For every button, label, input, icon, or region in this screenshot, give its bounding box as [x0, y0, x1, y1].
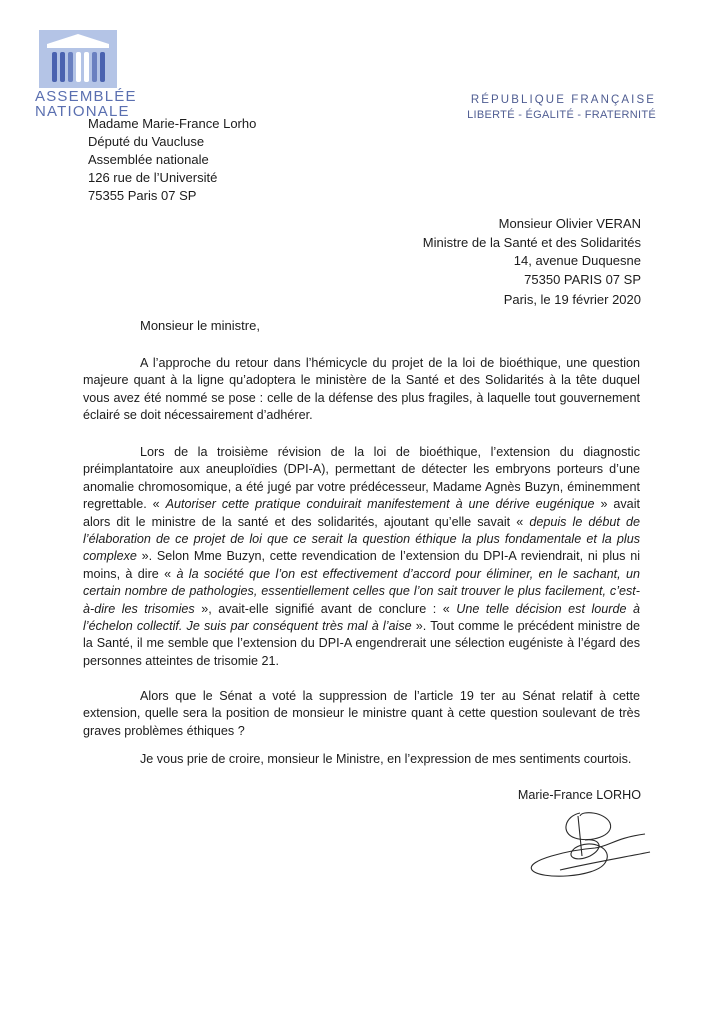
logo-line-1: ASSEMBLÉE — [35, 88, 137, 105]
signatory-name: Marie-France LORHO — [517, 788, 641, 802]
recipient-address-block — [423, 215, 641, 289]
sender-street: 126 rue de l’Université — [88, 170, 218, 185]
recipient-name: Monsieur Olivier VERAN — [498, 216, 641, 231]
assemblee-nationale-building-icon — [39, 30, 117, 88]
sender-name: Madame Marie-France Lorho — [88, 116, 257, 131]
recipient-street: 14, avenue Duquesne — [513, 253, 641, 268]
republic-motto: LIBERTÉ - ÉGALITÉ - FRATERNITÉ — [467, 109, 656, 121]
quote-3: à la société que l’on est effectivement d’accord pour éliminer, en le sachant, un certain nombre de pathologies, essentiellement celles que l’on sait trouver le plus facilement, c’est-à-dire les trisomies — [83, 566, 640, 616]
recipient-title: Ministre de la Santé et des Solidarités — [422, 234, 641, 250]
sender-city: 75355 Paris 07 SP — [88, 188, 197, 203]
republique-francaise-header — [467, 92, 656, 123]
p2-text-4: », avait-elle signifié avant de conclure : « — [194, 601, 457, 616]
quote-4: Une telle décision est lourde à l’échelon collectif. Je suis par conséquent très mal à l’aise — [83, 601, 640, 634]
recipient-city: 75350 PARIS 07 SP — [524, 271, 641, 287]
p2-text-1: Lors de la troisième révision de la loi de bioéthique, l’extension du diagnostic préimplantatoire aux aneuploïdies (DPI-A), permettant de détecter les embryons porteurs d’une anomalie chromosomique, a été jugé par votre prédécesseur, Madame Agnès Buzyn, éminemment regrettable. « — [83, 445, 640, 512]
p2-text-3: ». Selon Mme Buzyn, cette revendication de l’extension du DPI-A reviendrait, ni plus ni moins, à dire « — [83, 549, 640, 581]
closing-formula: Je vous prie de croire, monsieur le Ministre, en l’expression de mes sentiments courtois. — [140, 752, 632, 766]
salutation: Monsieur le ministre, — [140, 318, 260, 333]
republic-title: RÉPUBLIQUE FRANÇAISE — [470, 94, 656, 106]
p2-text-5: ». Tout comme le précédent ministre de la Santé, il me semble que l’extension du DPI-A engendrerait une sélection eugéniste à l’égard des personnes atteintes de trisomie 21. — [83, 619, 640, 668]
sender-title: Député du Vaucluse — [88, 134, 205, 149]
p2-text-2: » avait alors dit le ministre de la santé et des solidarités, ajoutant qu’elle savait « — [83, 497, 640, 529]
sender-institution: Assemblée nationale — [88, 152, 209, 167]
quote-1: Autoriser cette pratique conduirait manifestement à une dérive eugénique — [165, 497, 595, 512]
quote-2: depuis le début de l’élaboration de ce projet de loi que ce serait la question éthique la plus fondamentale et la plus complexe — [83, 514, 640, 564]
paragraph-2 — [83, 444, 640, 670]
logo-line-2: NATIONALE — [35, 103, 130, 120]
sender-address-block — [88, 115, 256, 205]
letter-date: Paris, le 19 février 2020 — [503, 292, 641, 307]
paragraph-1: A l’approche du retour dans l’hémicycle du projet de la loi de bioéthique, une question majeure quant à la ligne qu’adoptera le ministère de la Santé et des Solidarités à la tête duquel vous avez été nommé se pose : celle de la défense des plus fragiles, à laquelle tout gouvernement éclairé se doit nécessairement d’adhérer. — [83, 356, 640, 423]
handwritten-signature-icon — [520, 808, 660, 893]
paragraph-3: Alors que le Sénat a voté la suppression de l’article 19 ter au Sénat relatif à cette extension, quelle sera la position de monsieur le ministre quant à cette question soulevant de très graves problèmes éthiques ? — [83, 689, 640, 738]
